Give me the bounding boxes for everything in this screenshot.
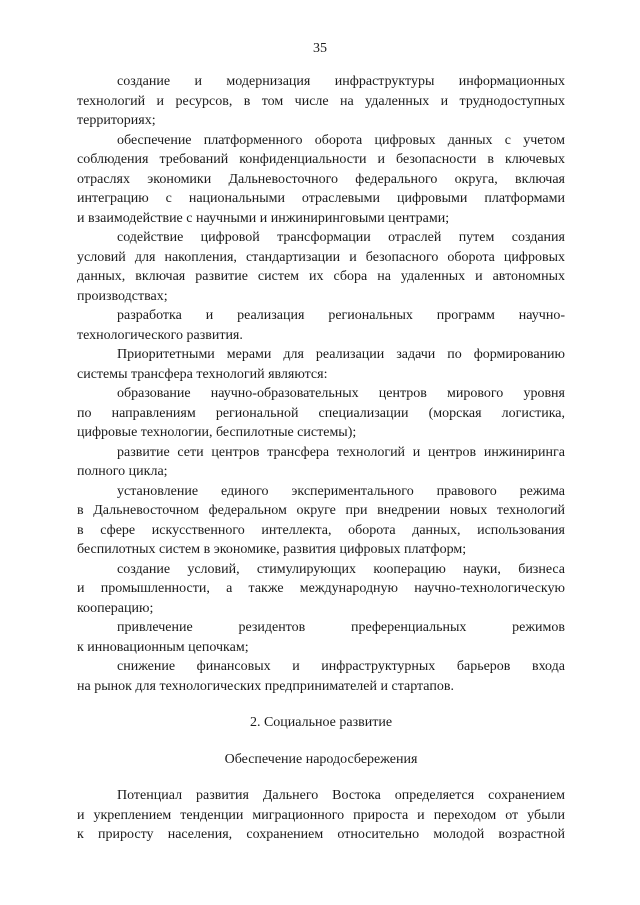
- paragraph: [77, 384, 565, 443]
- text-line: в Дальневосточном федеральном округе при внедрении новых технологий: [77, 503, 565, 518]
- subsection-heading: Обеспечение народосбережения: [224, 751, 418, 767]
- text-line: технологий и ресурсов, в том числе на удаленных и труднодоступных: [77, 93, 565, 109]
- text-line: отраслях экономики Дальневосточного федерального округа, включая: [77, 171, 565, 187]
- body-text: [77, 72, 565, 845]
- paragraph: [77, 228, 565, 306]
- text-line: Приоритетными мерами для реализации задачи по формированию: [117, 347, 565, 362]
- text-line: обеспечение платформенного оборота цифровых данных с учетом: [117, 132, 565, 148]
- text-line: данных, включая развитие систем их сбора на удаленных и автономных: [77, 269, 565, 284]
- section-heading: 2. Социальное развитие: [249, 715, 393, 730]
- text-line: по направлениям региональной специализации (морская логистика,: [77, 405, 565, 421]
- text-line: создание условий, стимулирующих кооперацию науки, бизнеса: [117, 561, 565, 577]
- paragraph: [77, 618, 565, 657]
- text-line: производствах;: [77, 288, 168, 304]
- paragraph: [77, 443, 565, 482]
- text-line: содействие цифровой трансформации отраслей путем создания: [117, 230, 565, 245]
- paragraph: [77, 482, 565, 560]
- text-line: и укреплением тенденции миграционного прироста и переходом от убыли: [77, 807, 565, 823]
- text-line: разработка и реализация региональных программ научно-: [117, 308, 565, 323]
- text-line: развитие сети центров трансфера технологий и центров инжиниринга: [117, 444, 565, 460]
- text-line: технологического развития.: [77, 327, 243, 343]
- paragraph: [77, 786, 565, 845]
- paragraphs-top: [77, 72, 565, 696]
- page-number: 35: [313, 41, 327, 56]
- text-line: и взаимодействие с научными и инжиниринговыми центрами;: [77, 210, 450, 226]
- paragraph: [77, 560, 565, 619]
- text-line: соблюдения требований конфиденциальности и безопасности в ключевых: [77, 152, 565, 167]
- text-line: условий для накопления, стандартизации и безопасного оборота цифровых: [77, 249, 565, 265]
- text-line: системы трансфера технологий являются:: [77, 366, 328, 382]
- paragraph: [77, 657, 565, 696]
- text-line: на рынок для технологических предпринимателей и стартапов.: [77, 678, 454, 694]
- text-line: в сфере искусственного интеллекта, оборота данных, использования: [77, 522, 565, 538]
- paragraph: [77, 131, 565, 229]
- paragraph: [77, 306, 565, 345]
- text-line: и промышленности, а также международную научно-технологическую: [77, 581, 565, 596]
- text-line: Потенциал развития Дальнего Востока определяется сохранением: [117, 788, 565, 803]
- paragraph: [77, 345, 565, 384]
- text-line: образование научно-образовательных центров мирового уровня: [117, 386, 565, 401]
- text-line: снижение финансовых и инфраструктурных барьеров входа: [117, 659, 565, 674]
- text-line: создание и модернизация инфраструктуры информационных: [117, 74, 565, 89]
- paragraph: [77, 72, 565, 131]
- text-line: установление единого экспериментального правового режима: [117, 483, 565, 499]
- paragraphs-bottom: [77, 786, 565, 845]
- text-line: цифровые технологии, беспилотные системы);: [77, 425, 357, 440]
- text-line: интеграцию с национальными отраслевыми цифровыми платформами: [77, 191, 565, 206]
- text-line: территориях;: [77, 113, 156, 128]
- text-line: беспилотных систем в экономике, развития цифровых платформ;: [77, 542, 467, 557]
- text-line: кооперацию;: [77, 600, 154, 616]
- text-line: полного цикла;: [77, 464, 168, 479]
- text-line: к инновационным цепочкам;: [77, 639, 249, 655]
- text-line: привлечение резидентов преференциальных режимов: [117, 620, 565, 635]
- text-line: к приросту населения, сохранением относительно молодой возрастной: [77, 827, 565, 842]
